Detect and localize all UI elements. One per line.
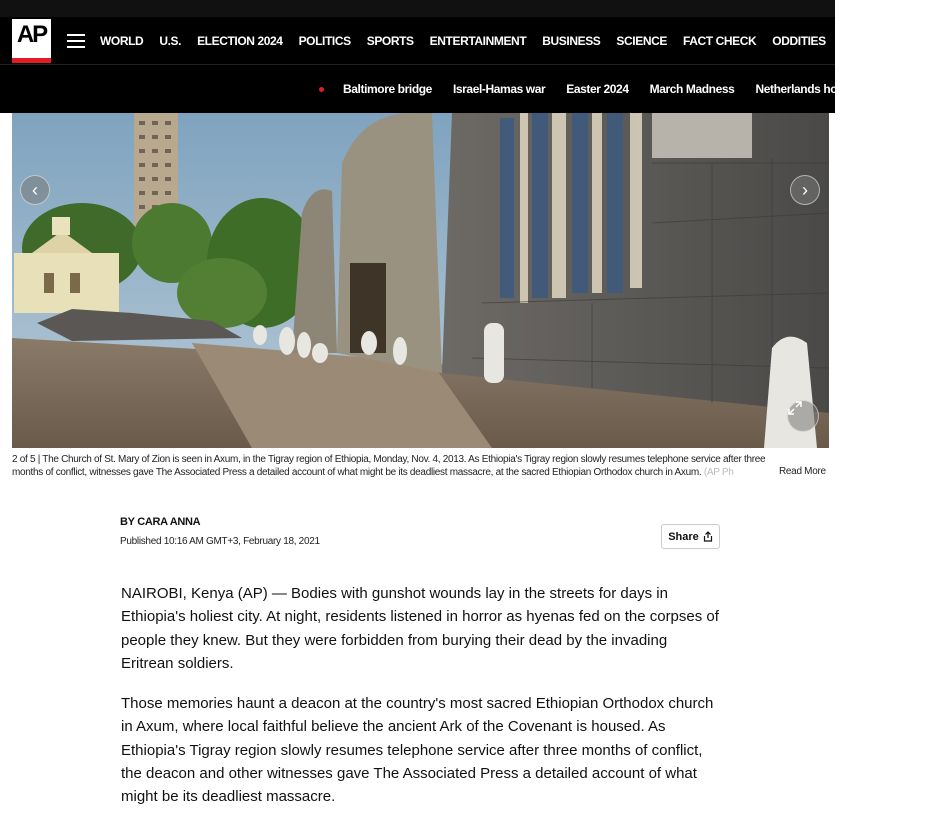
caption-credit: (AP Ph xyxy=(703,467,734,478)
trending-link-baltimore-bridge[interactable]: Baltimore bridge xyxy=(343,82,432,96)
expand-photo-button[interactable] xyxy=(787,400,819,432)
logo-red-bar xyxy=(12,58,51,63)
trending-link-netherlands-hostage[interactable]: Netherlands hostage xyxy=(755,82,867,96)
hero-photo[interactable] xyxy=(12,113,829,448)
trending-link-march-madness[interactable]: March Madness xyxy=(649,82,735,96)
church-photo-illustration xyxy=(12,113,829,448)
trending-dot xyxy=(319,87,324,92)
trending-link-israel-hamas-war[interactable]: Israel-Hamas war xyxy=(452,82,546,96)
nav-link-politics[interactable]: POLITICS xyxy=(298,33,351,48)
nav-link-world[interactable]: WORLD xyxy=(100,33,144,48)
article-paragraph: NAIROBI, Kenya (AP) — Bodies with gunshot wounds lay in the streets for days in Ethiopia's holiest city. At night, residents listened in horror as hyenas fed on the corpses of people they knew. But they were forbidden from burying their dead by the invading Eritrean soldiers. xyxy=(121,585,719,672)
nav-link-oddities[interactable]: ODDITIES xyxy=(772,33,826,48)
top-strip xyxy=(0,0,835,17)
nav-link-fact-check[interactable]: FACT CHECK xyxy=(682,33,757,48)
expand-icon xyxy=(788,401,802,415)
logo-text: AP xyxy=(16,21,47,48)
carousel-next-button[interactable] xyxy=(790,175,820,205)
caption-text: 2 of 5 | The Church of St. Mary of Zion is seen in Axum, in the Tigray region of Ethiopia, Monday, Nov. 4, 2013. As Ethiopia's Tigray region slowly resumes telephone service after three months of conflict, witnesses gave The Associated Press a detailed account of what might be its deadliest massacre, at the sacred Ethiopian Orthodox church in Axum. xyxy=(12,454,766,478)
ap-logo[interactable] xyxy=(12,19,51,63)
share-icon xyxy=(703,531,713,542)
nav-link-sports[interactable]: SPORTS xyxy=(366,33,414,48)
photo-caption xyxy=(12,453,772,481)
chevron-right-icon: › xyxy=(802,179,808,200)
main-nav xyxy=(0,17,913,64)
nav-link-entertainment[interactable]: ENTERTAINMENT xyxy=(429,33,527,48)
nav-link-business[interactable]: BUSINESS xyxy=(542,33,601,48)
share-label: Share xyxy=(668,530,699,543)
nav-link-us[interactable]: U.S. xyxy=(159,33,182,48)
nav-link-science[interactable]: SCIENCE xyxy=(616,33,667,48)
byline[interactable]: BY CARA ANNA xyxy=(120,516,201,528)
share-button[interactable] xyxy=(661,524,720,549)
nav-links xyxy=(100,17,928,64)
read-more-link[interactable]: Read More xyxy=(779,466,826,477)
trending-link-easter-2024[interactable]: Easter 2024 xyxy=(566,82,629,96)
trending-links xyxy=(343,65,888,113)
hamburger-menu-icon[interactable] xyxy=(67,34,85,48)
published-date: Published 10:16 AM GMT+3, February 18, 2021 xyxy=(120,536,320,547)
carousel-prev-button[interactable] xyxy=(20,175,50,205)
nav-link-newsletters[interactable]: NEWSLETTE xyxy=(841,33,913,48)
trending-bar xyxy=(0,64,867,113)
nav-link-election-2024[interactable]: ELECTION 2024 xyxy=(197,33,283,48)
chevron-left-icon: ‹ xyxy=(32,179,38,200)
article-paragraph: Those memories haunt a deacon at the country's most sacred Ethiopian Orthodox church in Axum, where local faithful believe the ancient Ark of the Covenant is housed. As Ethiopia's Tigray region slowly resumes telephone service after three months of conflict, the deacon and other witnesses gave The Associated Press a detailed account of what might be its deadliest massacre. xyxy=(121,695,714,806)
